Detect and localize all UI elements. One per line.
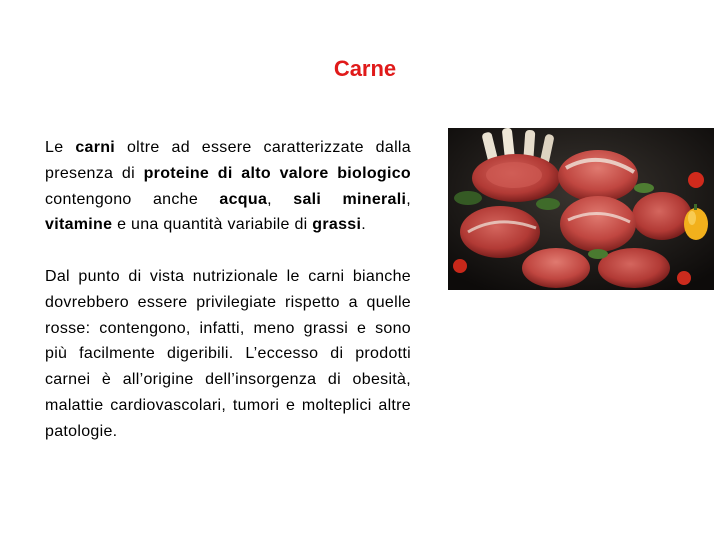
text-run: , (267, 190, 294, 208)
meat-photo-illustration (448, 128, 714, 290)
text-run: oltre ad essere caratterizzate dalla presenza di (45, 139, 411, 182)
bold-term-sali-minerali: sali minerali (293, 190, 407, 208)
paragraph-nutrition: Dal punto di vista nutrizionale le carni bianche dovrebbero essere privilegiate rispetto a quelle rosse: contengono, infatti, meno grassi e sono più facilmente digeribili. L’eccesso di prodotti carnei è all’origine dell’insorgenza di obesità, malattie cardiovascolari, tumori e molteplici altre patologie. (45, 267, 411, 440)
text-run: , (406, 190, 411, 208)
text-run: contengono anche (45, 190, 220, 208)
body-text (45, 135, 411, 445)
text-run: e una quantità variabile di (112, 216, 313, 234)
text-run: Le (45, 139, 76, 156)
bold-term-carni: carni (75, 139, 116, 156)
bold-term-acqua: acqua (219, 190, 268, 208)
paragraph-carni-composition (45, 135, 411, 238)
text-run: . (361, 216, 366, 234)
slide-title: Carne (333, 56, 397, 81)
meat-photo (448, 128, 714, 290)
bold-term-vitamine: vitamine (45, 216, 113, 234)
bold-term-grassi: grassi (312, 216, 362, 234)
bold-term-proteine: proteine di alto valore biologico (143, 164, 411, 182)
